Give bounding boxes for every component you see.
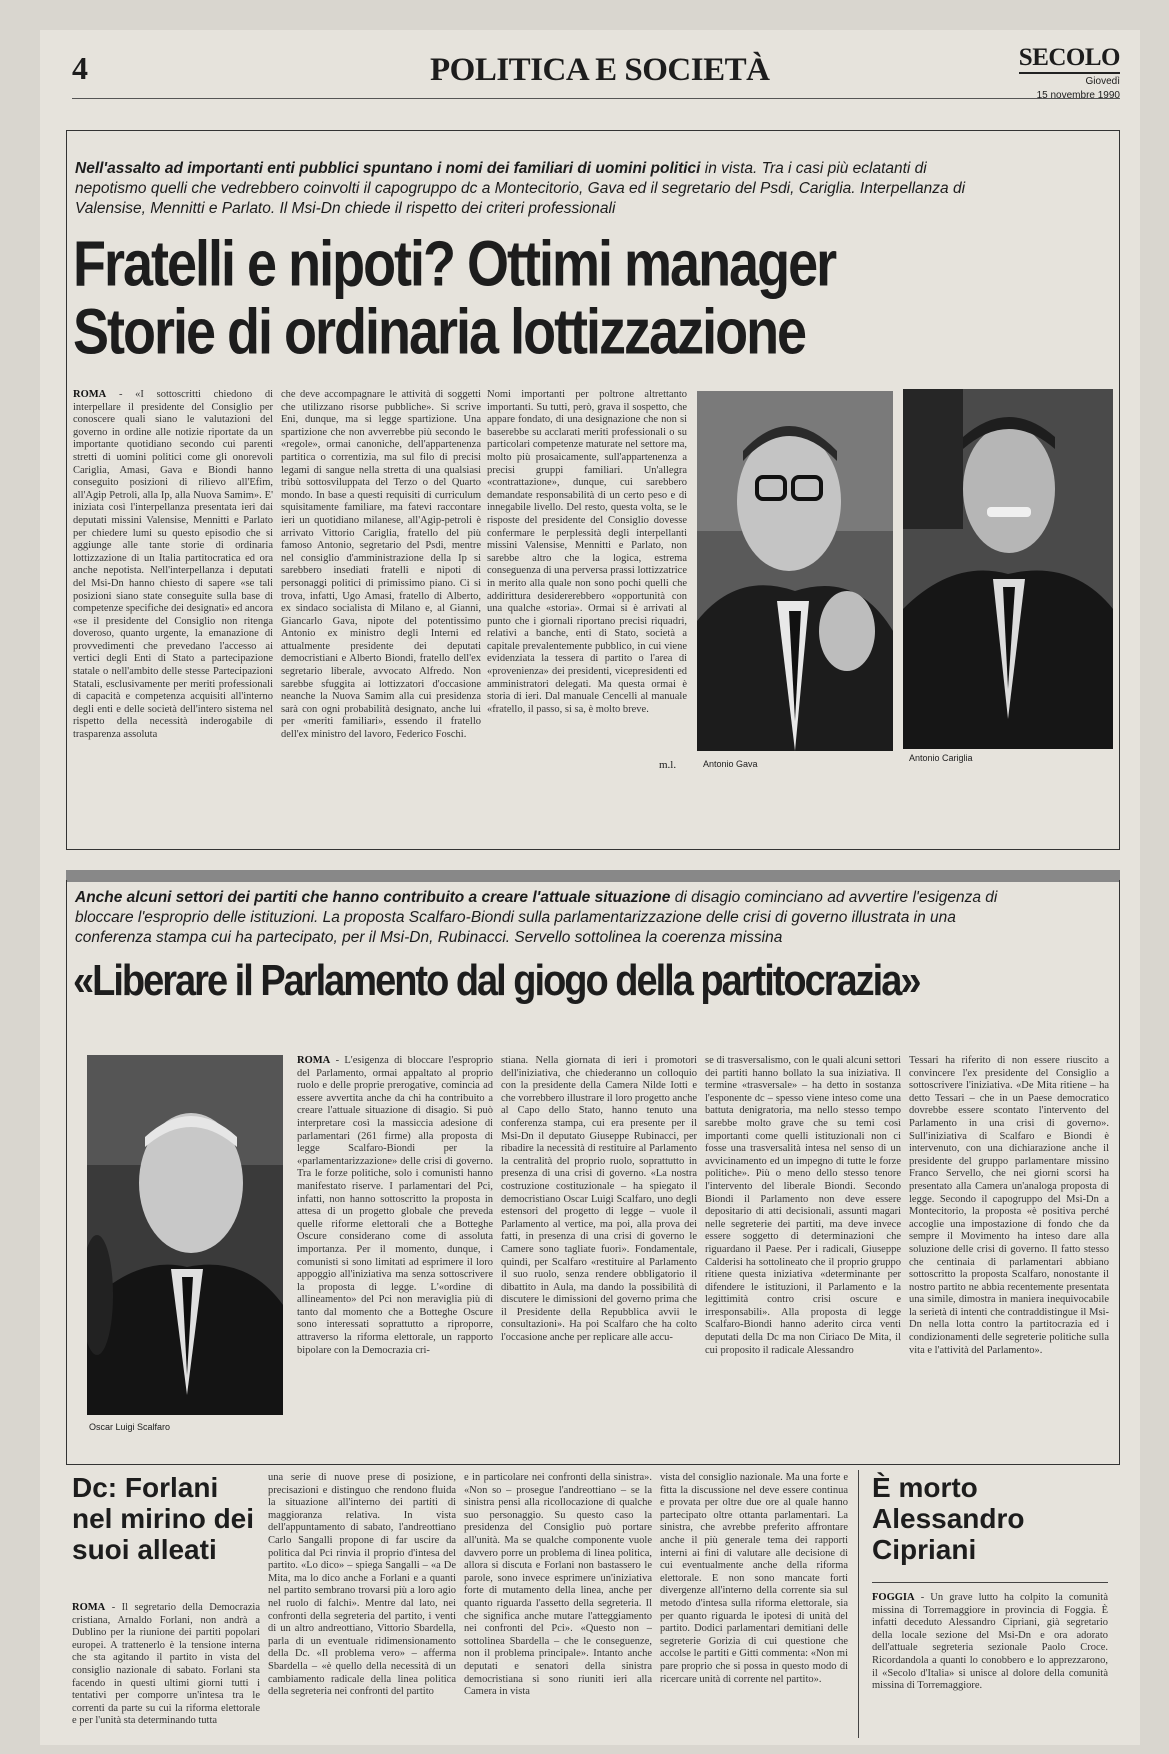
photo-caption-scalfaro: Oscar Luigi Scalfaro	[89, 1422, 171, 1432]
article-column-3: se di trasversalismo, con le quali alcuni settori dei partiti hanno bollato la sua iniziativa. Il termine «trasversale» – ha detto in sostanza l'esponente dc – spesso viene inteso come una battuta denigratoria, ma nello stesso tempo sarebbe molto grave che su temi così importanti come quelli istituzionali non ci fosse una trasversalità intesa nel senso di un avvicinamento ed un impegno di tutte le forze politiche». Più o meno dello stesso tenore l'intervento del liberale Biondi. Secondo Biondi il Parlamento non deve essere depositario di atti decisionali, assunti magari nelle segreterie dei partiti, ma deve invece essere soggetto di determinazioni che riguardano il Paese. Per i radicali, Giuseppe Calderisi ha sottolineato che il proprio gruppo ritiene questa iniziativa «determinante per difendere le istituzioni, il Parlamento e la legittimità contro crisi oscure e irresponsabili». Alla proposta di legge Scalfaro-Biondi hanno aderito circa venti deputati della Dc ma non Ciriaco De Mita, il cui proposito il radicale Alessandro	[705, 1055, 901, 1356]
article-column-2: che deve accompagnare le attività di soggetti che utilizzano risorse pubbliche». Si scrive Eni, dunque, ma si legge spartizione. Una spartizione che non avverrebbe più secondo le «regole», ormai canoniche, dell'appartenenza partitica o correntizia, ma sul filo di precisi legami di sangue nella stretta di una qualsiasi tribù sottosviluppata del Terzo o del Quarto mondo. In base a questi requisiti di curriculum squisitamente familiare, ma fatevi raccontare ieri un quotidiano milanese, all'Agip-petroli è arrivato Vittorio Cariglia, fratello del più famoso Antonio, segretario del Psdi, mentre nel consiglio d'amministrazione della Ip si sarebbero insediati fratelli e nipoti di personaggi politici di primissimo piano. Ci si trova, infatti, Ugo Amasi, fratello di Alberto, ex sindaco socialista di Milano e, al Gianni, Giancarlo Gava, nipote del potentissimo Antonio ex ministro degli Interni ed attualmente presidente dei deputati democristiani e Alberto Biondi, fratello dell'ex segretario liberale, avvocato Alfredo. Non sarebbe sfuggita ai lottizzatori d'occasione neanche la Nuova Samim alla cui presidenza sarà con ogni probabilità designato, anche lui per «meriti familiari», essendo il fratello dell'ex ministro del lavoro, Federico Foschi.	[281, 389, 481, 741]
article-parliament	[66, 880, 1120, 1465]
section-title: POLITICA E SOCIETÀ	[430, 52, 770, 88]
newspaper-page	[40, 30, 1140, 1745]
kicker-text: in vista. Tra i casi più eclatanti di nepotismo quelli che vedrebbero coinvolti il capogruppo dc a Montecitorio, Gava ed il segretario del Psdi, Cariglia. Interpellanza di Valensise, Mennitti e Parlato. Il Msi-Dn chiede il rispetto dei criteri professionali	[75, 160, 966, 217]
headline-line-1: Fratelli e nipoti? Ottimi manager	[73, 228, 836, 300]
issue-day: Giovedì	[1085, 75, 1120, 87]
article-headline-cipriani: È morto Alessandro Cipriani	[872, 1472, 1025, 1565]
page-number: 4	[72, 50, 88, 86]
article-headline: «Liberare il Parlamento dal giogo della partitocrazia»	[73, 956, 920, 1006]
article-nepotism	[66, 130, 1120, 850]
masthead	[1019, 44, 1120, 102]
article-column-4: Tessari ha riferito di non essere riuscito a convincere l'ex presidente del Consiglio a sottoscrivere l'iniziativa. «De Mita ritiene – ha detto Tessari – che in un Paese democratico dovrebbe essere scontato l'intervento del Parlamento in una crisi di governo». Sull'iniziativa di Scalfaro e Biondi è intervenuto, con una dichiarazione anche il presidente del gruppo parlamentare missino Franco Servello, che nei giorni scorsi ha presentato alla Camera un'analoga proposta di legge. Secondo il capogruppo del Msi-Dn a Montecitorio, la proposta «è positiva perché accoglie una impostazione di fondo che da sempre il Movimento ha inteso dare alla soluzione delle crisi di governo. Il fatto stesso che centinaia di parlamentari abbiano sottoscritto la proposta Scalfaro, nonostante il nostro partito ne abbia recentemente presentata una simile, dimostra in maniera inequivocabile la serietà di intenti che contraddistingue il Msi-Dn nella lotta contro la partitocrazia ed i condizionamenti delle segreterie politiche sulla vita e l'attività del Parlamento».	[909, 1055, 1109, 1356]
photo-caption-cariglia: Antonio Cariglia	[909, 753, 973, 763]
photo-antonio-cariglia	[903, 389, 1113, 749]
article-headline-forlani: Dc: Forlani nel mirino dei suoi alleati	[72, 1472, 255, 1565]
kicker-bold: Nell'assalto ad importanti enti pubblici spuntano i nomi dei familiari di uomini politici	[75, 160, 701, 177]
article-column-3: Nomi importanti per poltrone altrettanto importanti. Su tutti, però, grava il sospetto, che appare fondato, di una designazione che non si baserebbe su acclarati meriti professionali o su particolari competenze maturate nel settore ma, molto più prosaicamente, sull'appartenenza a precisi gruppi familiari. Un'allegra «contrattazione», dunque, cui sarebbero demandate responsabilità di un certo peso e di innegabile livello. Del resto, questa volta, se le risposte del presidente del Consiglio dovesse confermare le perplessità degli interpellanti missini Valensise, Mennitti e Parlato, non sarebbe altro che la logica, estrema conseguenza di una perversa prassi lottizzatrice in merito alla quale non sono pochi quelli che addirittura desidererebbero «opportunità con una qualche «storia». Ormai si è arrivati al punto che i giornali riportano precisi riquadri, relativi a banche, enti di Stato, società a capitale prevalentemente pubblico, in cui viene evidenziata la tessera di partito o l'area di «provenienza» dei presidenti, vicepresidenti ed amministratori delegati. Ma questa ormai è storia di ieri. Dal manuale Cencelli al manuale «fratello, il passo, si sa, è molto breve.	[487, 389, 687, 715]
author-signature: m.l.	[659, 759, 677, 771]
article-column-1: ROMA - L'esigenza di bloccare l'esproprio del Parlamento, ormai appaltato al proprio ruolo e delle proprie prerogative, comincia ad essere avvertita anche da chi ha contribuito a creare l'attuale situazione di disagio. Si può interpretare così la massiccia adesione di parlamentari (261 firme) alla proposta di legge Scalfaro-Biondi per la «parlamentarizzazione» delle crisi di governo. Tra le forze politiche, solo i comunisti hanno manifestato riserve. I parlamentari del Pci, infatti, non hanno sottoscritto la proposta in attesa di un progetto globale che preveda quelle riforme elettorali che a Botteghe Oscure considerano come di assoluta importanza. Per il momento, dunque, i comunisti si sono limitati ad esprimere il loro appoggio all'iniziativa ma senza sottoscrivere la proposta di legge. L'«ordine di allineamento» del Pci non meraviglia più di tanto dal momento che a Botteghe Oscure sono interessati soprattutto a riproporre, attraverso la riforma elettorale, un rapporto bipolare con la Democrazia cri-	[297, 1055, 493, 1356]
forlani-column-4: vista del consiglio nazionale. Ma una forte e fitta la discussione nel deve essere continua e provata per oltre due ore al quale hanno partecipato oltre ottanta parlamentari. La sinistra, che avrebbe preferito affrontare anche il più generale tema dei rapporti interni ai fini di valutare alle decisione di cui eventualmente anche della riforma elettorale. E non sono mancate forti divergenze all'interno della corrente sia sul metodo d'intesa sulla riforma elettorale, sia per quanto riguarda le ipotesi di unità del partito. Dodici parlamentari demitiani delle segreterie Gorizia di cui questione che accolse le partiti e Gitti commenta: «Non mi pare proprio che si possa in questo modo di ricercare unità di corrente nel partito».	[660, 1472, 848, 1685]
headline-rule	[872, 1582, 1108, 1583]
article-kicker	[75, 888, 1035, 948]
cipriani-column: FOGGIA - Un grave lutto ha colpito la comunità missina di Torremaggiore in provincia di Foggia. È infatti deceduto Alessandro Cipriani, già segretario della locale sezione del Msi-Dn e ora adorato dell'attuale segreteria sezionale Paolo Croce. Ricordandola a quanti lo conobbero e lo apprezzarono, il «Secolo d'Italia» si unisce al dolore della comunità missina di Torremaggiore.	[872, 1592, 1108, 1692]
newspaper-logo: SECOLO	[1019, 44, 1120, 74]
bottom-articles	[66, 1470, 1120, 1740]
article-column-1: ROMA - «I sottoscritti chiedono di interpellare il presidente del Consiglio per conoscere quali siano le valutazioni del governo in ordine alle notizie riportate da un importante quotidiano secondo cui parenti stretti di uomini politici come gli onorevoli Cariglia, Amasi, Gava e Biondi hanno conseguito posizioni di rilievo all'Efim, all'Agip Petroli, alla Ip, alla Nuova Samim». E' iniziata così l'interpellanza presentata ieri dai deputati missini Valensise, Mennitti e Parlato per chiedere lumi su questo episodio che si aggiunge alle tante storie di ordinaria lottizzazione di un Italia partitocratica ed ora anche nepotista. Nell'interpellanza i deputati del Msi-Dn hanno chiesto di sapere «se tali posizioni siano state conseguite sulla base di competenze specifiche dei designati» ed ancora «se il presidente del Consiglio non ritenga doveroso, quanto urgente, la emanazione di provvedimenti che prevedano l'accesso ai vertici degli Enti di Stato a partecipazione statale o nell'ambito delle stesse Partecipazioni Statali, esclusivamente per meriti professionali di capacità e competenza acquisiti all'interno degli enti e delle società dell'intero sistema nel rispetto della necessità inderogabile di trasparenza assoluta	[73, 389, 273, 741]
photo-oscar-luigi-scalfaro	[87, 1055, 283, 1415]
forlani-column-1: ROMA - Il segretario della Democrazia cristiana, Arnaldo Forlani, non andrà a Dublino per la riunione dei partiti popolari europei. A trattenerlo è la tensione interna che sta agitando il partito in vista del consiglio nazionale di sabato. Forlani sta facendo in questi ultimi giorni tutti i tentativi per comporre un'intesa tra le correnti da parte su cui la riforma elettorale e per l'unità sta determinando tutta	[72, 1602, 260, 1727]
photo-antonio-gava	[697, 391, 893, 751]
article-kicker	[75, 159, 975, 219]
issue-date: 15 novembre 1990	[1036, 89, 1120, 101]
kicker-bold: Anche alcuni settori dei partiti che hanno contribuito a creare l'attuale situazione	[75, 889, 671, 906]
column-rule	[858, 1470, 859, 1738]
kicker-text: di disagio cominciano ad avvertire l'esigenza di bloccare l'esproprio delle istituzioni. La proposta Scalfaro-Biondi sulla parlamentarizzazione delle crisi di governo illustrata in una conferenza stampa cui ha partecipato, per il Msi-Dn, Rubinacci. Servello sottolinea la coerenza missina	[75, 889, 998, 946]
forlani-column-3: e in particolare nei confronti della sinistra». «Non so – prosegue l'andreottiano – se la sinistra pensi alla ricollocazione di qualche suo personaggio. Su questo caso la presidenza del Consiglio può portare all'unità. Ma se qualche componente vuole davvero porre un problema di linea politica, allora si discuta e Forlani non bastassero le parole, sono invece esprimere un'iniziativa forte di mutamento della linea, anche per quanto riguarda l'assetto della segreteria. Il che significa anche mutare l'atteggiamento nei confronti del Pci». «Questo non – sottolinea Sbardella – che le conseguenze, non il problema principale». Intanto anche deputati e senatori della sinistra democristiana si sono riuniti ieri alla Camera in vista	[464, 1472, 652, 1698]
headline-line-2: Storie di ordinaria lottizzazione	[73, 296, 806, 368]
header-rule	[72, 98, 1120, 99]
forlani-column-2: una serie di nuove prese di posizione, precisazioni e distinguo che rendono fluida la situazione all'interno dei partiti di maggioranza relativa. In vista dell'appuntamento di sabato, l'andreottiano Carlo Sangalli propone di far uscire da politica dal Pci rinvia il proprio d'intesa del partito. «Lo dico» – spiega Sangalli – «a De Mita, ma lo dico anche a Forlani e a quanti nel partito sembrano trovarsi più a loro agio nel ruolo di falchi». Mentre dal lato, nei confronti della segreteria del partito, i venti di un altro andreottiano, Vittorio Sbardella, parla di un eventuale ridimensionamento della Dc. «Il problema vero» – afferma Sbardella – «è quello della necessità di un cambiamento radicale della linea politica della segreteria nei confronti del partito	[268, 1472, 456, 1698]
article-column-2: stiana. Nella giornata di ieri i promotori dell'iniziativa, che chiederanno un colloquio con la presidente della Camera Nilde Iotti e che vorrebbero illustrare il loro progetto anche al Capo dello Stato, hanno tenuto una conferenza stampa, cui era presente per il Msi-Dn il deputato Giuseppe Rubinacci, per ribadire la necessità di restituire al Parlamento la centralità del proprio ruolo, soprattutto in presenza di una crisi di governo. «La nostra costruzione costituzionale – ha spiegato il democristiano Oscar Luigi Scalfaro, uno degli estensori del progetto di legge – vuole il Parlamento al vertice, ma poi, alla prova dei fatti, in presenza di una crisi di governo le Camere sono tagliate fuori». Fondamentale, quindi, per Scalfaro «restituire al Parlamento il suo ruolo, senza rendere obbligatorio il dibattito in Aula, ma dando la possibilità di discutere le dimissioni del governo prima che il Presidente della Repubblica avvii le consultazioni». Ha poi Scalfaro che ha colto l'occasione anche per replicare alle accu-	[501, 1055, 697, 1344]
photo-caption-gava: Antonio Gava	[703, 759, 758, 769]
